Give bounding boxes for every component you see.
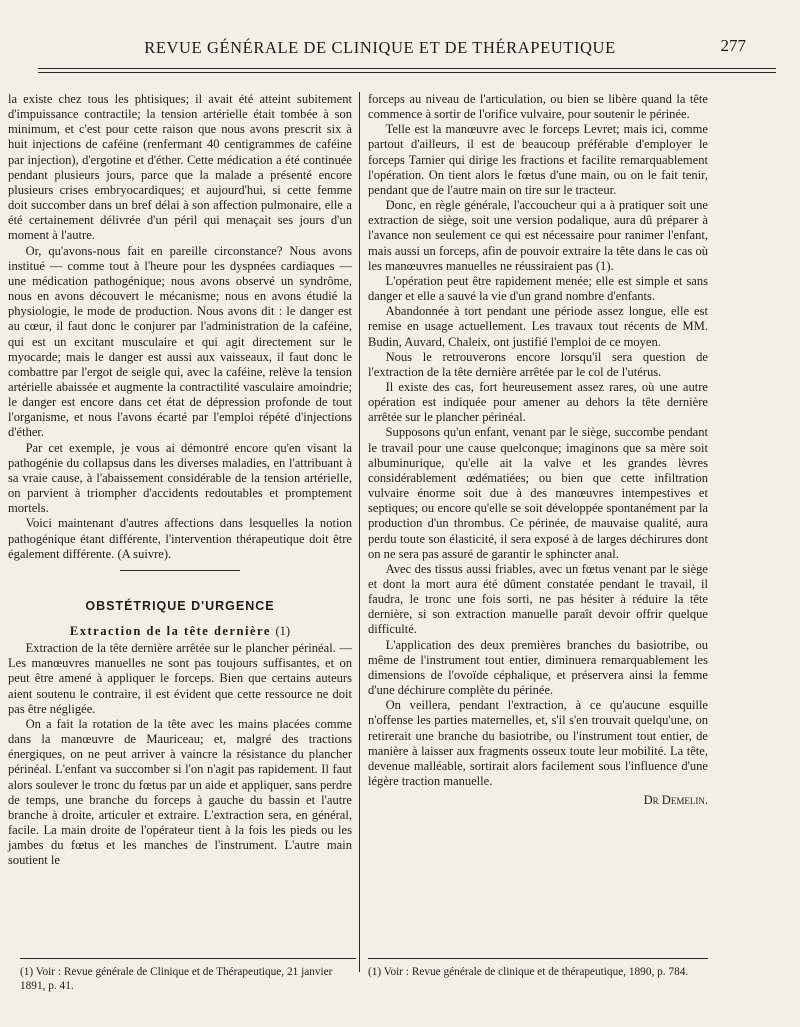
paragraph: Par cet exemple, je vous ai démontré encore qu'en visant la pathogénie du collapsus dans les diverses maladies, en l'attribuant à sa vraie cause, à l'abaissement considérable de la tension artérielle, on parvient à triompher d'accidents redoutables et promptement mortels. (8, 440, 352, 516)
paragraph: L'application des deux premières branches du basiotribe, ou même de l'instrument tout entier, diminuera remarquablement les dimensions de l'ovoïde céphalique, et préservera ainsi la femme d'une déchirure complète du périnée. (368, 637, 708, 698)
section-title: OBSTÉTRIQUE D'URGENCE (85, 598, 275, 613)
footnote-right: (1) Voir : Revue générale de clinique et de thérapeutique, 1890, p. 784. (368, 966, 689, 978)
paragraph: Supposons qu'un enfant, venant par le siège, succombe pendant le travail pour une cause quelconque; imaginons que sa mère soit albuminurique, qu'elle ait la valve et les grandes lèvres considérablement œdématiées; ou bien que cette infiltration vulvaire énorme soit due à des manœuvres intempestives et septiques; ou encore qu'elle se soit développée spontanément par la production d'un thrombus. Ce périnée, de mauvaise qualité, aura perdu toute son élasticité, il sera exposé à de larges déchirures dont on ne sera pas assuré de garantir le sphincter anal. (368, 425, 708, 561)
subheading-text: Extraction de la tête dernière (69, 624, 271, 638)
paragraph: Or, qu'avons-nous fait en pareille circonstance? Nous avons institué — comme tout à l'heure pour les dyspnées cardiaques — une médication pathogénique; nous avons observé un syndrôme, nous en avons découvert le mécanisme; nous en avons étudié la physiologie, le mode de production. Nous avons dit : le danger est au cœur, il faut donc le conjurer par l'administration de la caféine, qui est un excitant musculaire et qui agit directement sur le myocarde; mais le danger est aussi aux vaisseaux, il faut donc le combattre par l'ergot de seigle qui, avec la caféine, relève la tension artérielle abaissée et augmente la contractilité vasculaire amoindrie; le danger est encore dans cet état de dépression profonde de tout l'organisme, et nous l'avons écarté par l'emploi répété d'injections d'éther. (8, 243, 352, 440)
paragraph: Avec des tissus aussi friables, avec un fœtus venant par le siège et dont la mort aura été dûment constatée pendant le travail, il faudra, le tronc une fois sorti, ne pas hésiter à réduire la tête dernière, si son extraction manuelle paraît devoir offrir quelque difficulté. (368, 561, 708, 637)
paragraph: Nous le retrouverons encore lorsqu'il sera question de l'extraction de la tête dernière arrêtée par le col de l'utérus. (368, 349, 708, 379)
subheading (8, 624, 352, 639)
paragraph: la existe chez tous les phtisiques; il avait été atteint subitement d'impuissance contractile; la tension artérielle était tombée à son minimum, et c'est pour cette raison que nous avons prescrit six à huit injections de caféine (renfermant 40 centigrammes de caféine par injection), d'ergotine et d'éther. Cette médication a été continuée pendant plusieurs jours, parce que la malade a présenté encore plusieurs crises embryocardiques; et aujourd'hui, si cette femme doit succomber dans un bref délai à son affection pulmonaire, elle a été certainement délivrée d'un péril qui menaçait ses jours d'un moment à l'autre. (8, 92, 352, 243)
footnote-rule-left (20, 958, 356, 959)
paragraph: On veillera, pendant l'extraction, à ce qu'aucune esquille n'offense les parties maternelles, et, s'il s'en trouvait quelqu'une, on retirerait une branche du basiotribe, ou l'instrument tout entier, de manière à laisser aux fragments osseux toute leur mobilité. La tête, devenue malléable, sortirait alors facilement sous l'influence d'une légère traction manuelle. (368, 698, 708, 789)
footnote-rule-right (368, 958, 708, 959)
paragraph: Extraction de la tête dernière arrêtée sur le plancher périnéal. — Les manœuvres manuelles ne sont pas toujours suffisantes, et on peut être amené à appliquer le forceps. Bien que certains auteurs aient soutenu le contraire, il est évident que cette ressource ne doit pas être négligée. (8, 641, 352, 716)
right-column (368, 92, 708, 808)
paragraph: forceps au niveau de l'articulation, ou bien se libère quand la tête commence à sortir de l'orifice vulvaire, pour soutenir le périnée. (368, 92, 708, 122)
footnote-marker: (1) (275, 624, 291, 638)
page-header (38, 30, 776, 70)
paragraph: On a fait la rotation de la tête avec les mains placées comme dans la manœuvre de Mauriceau; et, malgré des tractions énergiques, on ne peut arriver à vaincre la résistance du plancher périnéal. L'enfant va succomber si l'on n'agit pas rapidement. Il faut alors soulever le tronc du fœtus par un aide et appliquer, sans perdre de temps, une branche du forceps à gauche du bassin et l'autre branche à droite, articuler et extraire. L'extraction sera, en général, facile. La main droite de l'opérateur tient à la fois les pieds ou les jambes du fœtus et les manches de l'instrument. L'autre main soutient le (8, 716, 352, 868)
left-column (8, 92, 352, 869)
paragraph: L'opération peut être rapidement menée; elle est simple et sans danger et elle a sauvé la vie d'un grand nombre d'enfants. (368, 273, 708, 304)
paragraph: Il existe des cas, fort heureusement assez rares, où une autre opération est indiquée pour amener au dehors la tête dernière arrêtée sur le plancher périnéal. (368, 379, 708, 425)
journal-title: REVUE GÉNÉRALE DE CLINIQUE ET DE THÉRAPEUTIQUE (144, 38, 616, 57)
paragraph: Telle est la manœuvre avec le forceps Levret; mais ici, comme partout d'ailleurs, il est de beaucoup préférable d'employer le forceps Tarnier qui dirige les fractions et facilite remarquablement l'opération. On tient alors le fœtus d'une main, ou on le fait tenir, pendant que de l'autre main on tire sur le tracteur. (368, 122, 708, 197)
paragraph: Abandonnée à tort pendant une période assez longue, elle est remise en usage actuellement. Les travaux tout récents de MM. Budin, Auvard, Chaleix, ont justifié l'emploi de ce moyen. (368, 304, 708, 349)
paragraph: Voici maintenant d'autres affections dans lesquelles la notion pathogénique étant différente, l'intervention thérapeutique doit être également différente. (A suivre). (8, 516, 352, 561)
header-rule (38, 68, 776, 73)
page-number: 277 (720, 36, 746, 55)
footnote-left: (1) Voir : Revue générale de Clinique et de Thérapeutique, 21 janvier 1891, p. 41. (20, 966, 333, 992)
paragraph: Donc, en règle générale, l'accoucheur qui a à pratiquer soit une extraction de siège, soit une version podalique, aura dû préparer à l'avance non seulement ce qui est nécessaire pour ranimer l'enfant, mais aussi un forceps, afin de pouvoir extraire la tête dans le cas où les manœuvres manuelles ne réussiraient pas (1). (368, 198, 708, 273)
section-divider (120, 570, 240, 571)
column-divider (359, 92, 360, 972)
author-signature: Dr Demelin. (643, 793, 708, 808)
